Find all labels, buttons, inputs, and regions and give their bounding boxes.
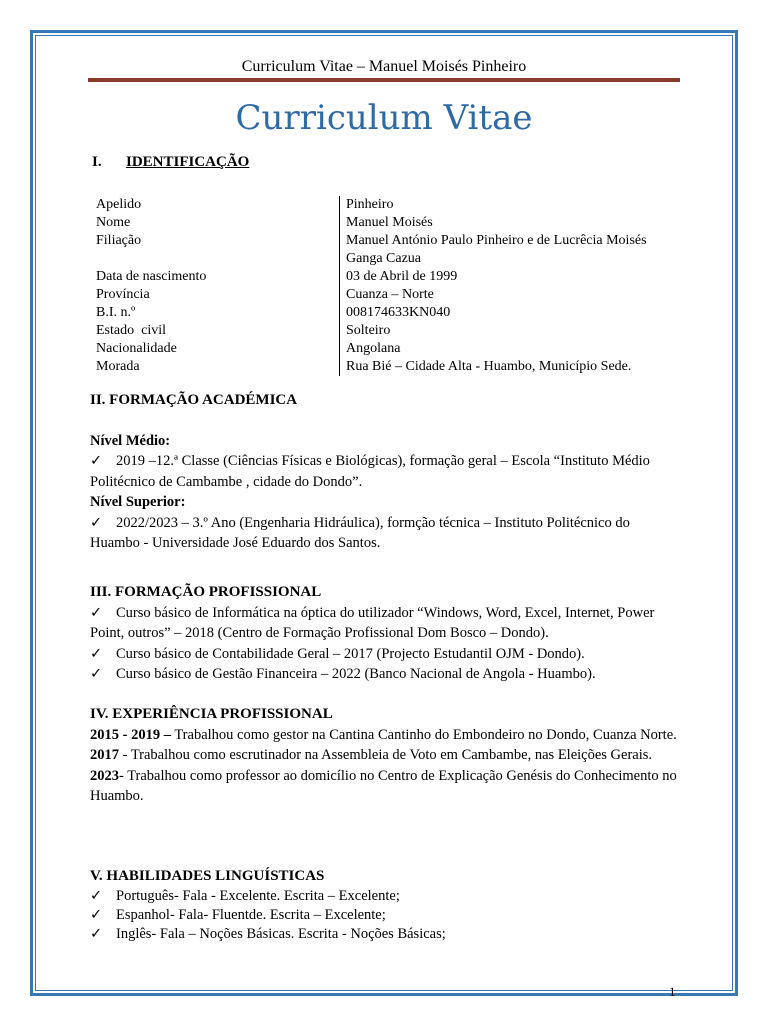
experience-period: 2015 - 2019 – (90, 726, 171, 743)
id-value: Cuanza – Norte (339, 286, 681, 304)
id-label: Nacionalidade (96, 341, 177, 356)
checkmark-icon: ✓ (90, 925, 103, 942)
list-item (90, 664, 680, 685)
section-title: II. FORMAÇÃO ACADÉMICA (90, 392, 298, 408)
section-formacao-academica (90, 390, 680, 554)
page-header: Curriculum Vitae – Manuel Moisés Pinheiro (241, 58, 527, 75)
id-label: B.I. n.º (96, 305, 136, 320)
id-row (96, 214, 686, 232)
experience-period: 2023 (90, 767, 119, 784)
checkmark-icon: ✓ (90, 906, 103, 923)
list-item (90, 906, 680, 925)
id-value: Pinheiro (339, 196, 681, 214)
id-label: Província (96, 287, 150, 302)
item-text: Curso básico de Informática na óptica do utilizador “Windows, Word, Excel, Internet, Power Point, outros” – 2018 (Centro de Formação Profissional Dom Bosco – Dondo). (90, 604, 655, 641)
id-row (96, 268, 686, 286)
item-text: Curso básico de Gestão Financeira – 2022 (Banco Nacional de Angola - Huambo). (116, 666, 596, 682)
id-value: 008174633KN040 (339, 304, 681, 322)
experience-entry (90, 766, 680, 807)
id-value: Angolana (339, 340, 681, 358)
item-text: Português- Fala - Excelente. Escrita – Excelente; (116, 887, 400, 904)
experience-text: Trabalhou como gestor na Cantina Cantinho do Embondeiro no Dondo, Cuanza Norte. (170, 726, 677, 743)
checkmark-icon: ✓ (90, 666, 103, 682)
identification-table (96, 196, 686, 376)
id-row (96, 286, 686, 304)
item-text: 2022/2023 – 3.º Ano (Engenharia Hidráulica), formção técnica – Instituto Politécnico do Huambo - Universidade José Eduardo dos Santos. (90, 514, 630, 551)
nivel-medio-label: Nível Médio: (90, 432, 171, 449)
id-row (96, 196, 686, 214)
section-title: IDENTIFICAÇÃO (126, 154, 250, 170)
checkmark-icon: ✓ (90, 645, 103, 662)
id-value: Manuel Moisés (339, 214, 681, 232)
id-label: Apelido (96, 197, 142, 212)
id-row (96, 232, 686, 268)
list-item (90, 451, 680, 492)
id-row (96, 358, 686, 376)
id-label: Morada (96, 359, 140, 374)
experience-entry (90, 725, 680, 746)
nivel-superior-label: Nível Superior: (90, 494, 186, 510)
section-experiencia-profissional (90, 704, 680, 807)
section-formacao-profissional (90, 582, 680, 685)
item-text: Espanhol- Fala- Fluentde. Escrita – Excelente; (116, 906, 386, 923)
section-habilidades-linguisticas (90, 866, 680, 944)
experience-text: - Trabalhou como professor ao domicílio no Centro de Explicação Genésis do Conhecimento no Huambo. (90, 767, 677, 804)
id-label: Filiação (96, 233, 142, 248)
id-value: 03 de Abril de 1999 (339, 268, 681, 286)
section-title: V. HABILIDADES LINGUÍSTICAS (90, 868, 325, 884)
section-identificacao-heading (92, 154, 249, 171)
id-label: Nome (96, 215, 131, 230)
id-label: Data de nascimento (96, 269, 207, 284)
id-value: Manuel António Paulo Pinheiro e de Lucrêcia Moisés Ganga Cazua (339, 232, 681, 268)
page-number: 1 (669, 984, 676, 999)
id-row (96, 304, 686, 322)
checkmark-icon: ✓ (90, 514, 103, 531)
list-item (90, 513, 680, 554)
experience-text: - Trabalhou como escrutinador na Assembleia de Voto em Cambambe, nas Eleições Gerais. (119, 747, 653, 763)
document-title: Curriculum Vitae (235, 98, 533, 138)
section-number: I. (92, 154, 102, 170)
experience-entry (90, 745, 680, 766)
item-text: 2019 –12.ª Classe (Ciências Físicas e Biológicas), formação geral – Escola “Instituto Médio Politécnico de Cambambe , cidade do Dondo”. (90, 453, 650, 490)
experience-period: 2017 (90, 747, 119, 763)
id-label: Estado civil (96, 323, 166, 338)
id-value: Solteiro (339, 322, 681, 340)
section-title: III. FORMAÇÃO PROFISSIONAL (90, 584, 322, 600)
id-row (96, 322, 686, 340)
id-row (96, 340, 686, 358)
header-rule (88, 78, 680, 82)
id-value: Rua Bié – Cidade Alta - Huambo, Município Sede. (339, 358, 681, 376)
checkmark-icon: ✓ (90, 887, 103, 904)
list-item (90, 925, 680, 944)
item-text: Inglês- Fala – Noções Básicas. Escrita - Noções Básicas; (116, 925, 446, 942)
section-title: IV. EXPERIÊNCIA PROFISSIONAL (90, 706, 333, 722)
list-item (90, 603, 680, 644)
checkmark-icon: ✓ (90, 604, 103, 621)
list-item (90, 887, 680, 906)
checkmark-icon: ✓ (90, 453, 103, 469)
list-item (90, 644, 680, 665)
item-text: Curso básico de Contabilidade Geral – 2017 (Projecto Estudantil OJM - Dondo). (116, 645, 585, 662)
